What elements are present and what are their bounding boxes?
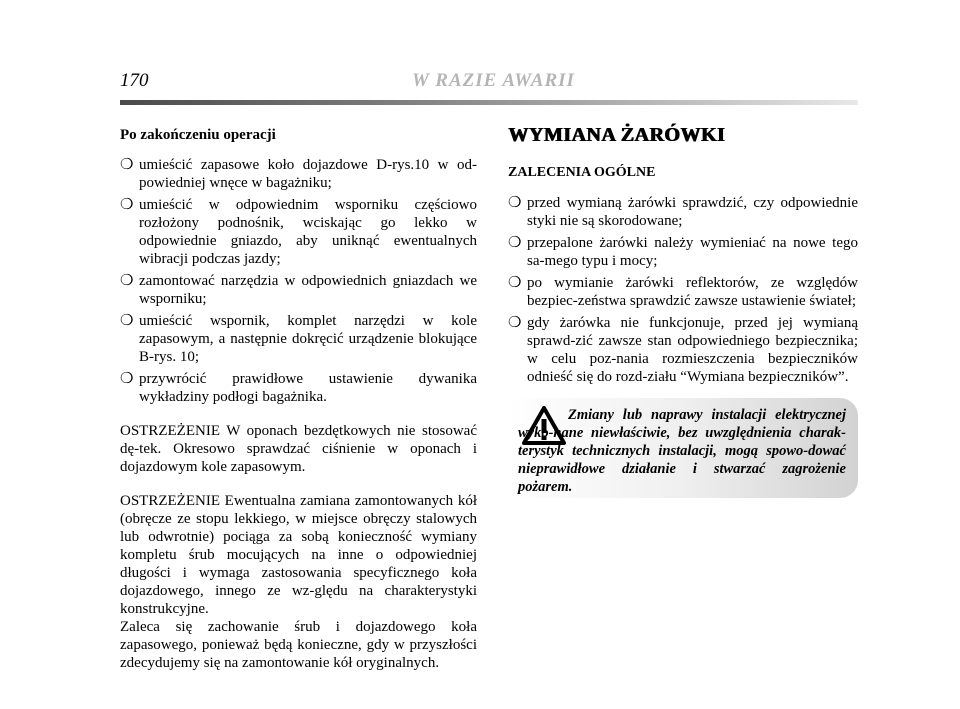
subhead-after-operation: Po zakończeniu operacji <box>120 127 276 143</box>
left-column <box>120 126 477 672</box>
bullet-icon: ❍ <box>508 275 522 291</box>
list-item-text: umieścić zapasowe koło dojazdowe D-rys.10 w od-powiedniej wnęce w bagażniku; <box>139 157 477 191</box>
section-heading: WYMIANA ŻARÓWKI <box>508 124 725 146</box>
page-number: 170 <box>120 70 149 91</box>
subhead-general-recommendations: ZALECENIA OGÓLNE <box>508 165 656 180</box>
list-item-text: po wymianie żarówki reflektorów, ze względów bezpiec-zeństwa sprawdzić zawsze ustawienie świateł; <box>527 275 858 309</box>
list-item-text: przepalone żarówki należy wymieniać na nowe tego sa-mego typu i mocy; <box>527 235 858 269</box>
list-item <box>508 274 858 310</box>
recommendation-paragraph: Zaleca się zachowanie śrub i dojazdowego koła zapasowego, ponieważ będą konieczne, gdy w przyszłości zdecydujemy się na zamontowanie kół oryginalnych. <box>120 619 477 671</box>
list-item <box>120 370 477 406</box>
warning-paragraph-tyres: OSTRZEŻENIE W oponach bezdętkowych nie stosować dę-tek. Okresowo sprawdzać ciśnienie w oponach i dojazdowym kole zapasowym. <box>120 423 477 475</box>
list-item-text: przed wymianą żarówki sprawdzić, czy odpowiednie styki nie są skorodowane; <box>527 195 858 229</box>
warning-paragraph-wheels: OSTRZEŻENIE Ewentualna zamiana zamontowanych kół (obręcze ze stopu lekkiego, w miejsce obręczy stalowych lub odwrotnie) pociąga za sobą konieczność wymiany kompletu śrub mocujących na inne o odpowiedniej długości i wymaga zastosowania specyficznego koła dojazdowego, innego ze wz-ględu na charakterystyki konstrukcyjne. <box>120 493 477 617</box>
header-rule <box>120 100 858 105</box>
list-item <box>120 196 477 268</box>
list-item-text: zamontować narzędzia w odpowiednich gniazdach we wsporniku; <box>139 273 477 307</box>
bullet-icon: ❍ <box>120 313 134 329</box>
right-column <box>508 126 858 390</box>
list-item <box>508 314 858 386</box>
list-item <box>120 272 477 308</box>
list-item <box>120 156 477 192</box>
section-title: W RAZIE AWARII <box>412 70 575 91</box>
list-item-text: umieścić wspornik, komplet narzędzi w kole zapasowym, a następnie dokręcić urządzenie blokujące B-rys. 10; <box>139 313 477 365</box>
warning-text-content: Zmiany lub naprawy instalacji elektrycznej wyko-nane niewłaściwie, bez uwzględnienia charak-terystyk technicznych instalacji, mogą spowo-dować nieprawidłowe działanie i stwarzać zagrożenie pożarem. <box>518 407 846 495</box>
list-item-text: przywrócić prawidłowe ustawienie dywanika wykładziny podłogi bagażnika. <box>139 371 477 405</box>
list-item-text: gdy żarówka nie funkcjonuje, przed jej wymianą sprawd-zić zawsze stan odpowiedniego bezpiecznika; w celu poz-nania rozmieszczenia bezpieczników odnieść się do rozd-ziału “Wymiana bezpieczników”. <box>527 315 858 385</box>
right-list <box>508 194 858 386</box>
left-list <box>120 156 477 406</box>
warning-text <box>518 406 846 496</box>
list-item <box>120 312 477 366</box>
bullet-icon: ❍ <box>508 315 522 331</box>
list-item <box>508 234 858 270</box>
list-item <box>508 194 858 230</box>
bullet-icon: ❍ <box>120 197 134 213</box>
bullet-icon: ❍ <box>120 273 134 289</box>
bullet-icon: ❍ <box>508 195 522 211</box>
warning-box <box>508 398 858 498</box>
bullet-icon: ❍ <box>508 235 522 251</box>
bullet-icon: ❍ <box>120 371 134 387</box>
bullet-icon: ❍ <box>120 157 134 173</box>
list-item-text: umieścić w odpowiednim wsporniku częściowo rozłożony podnośnik, wciskając go lekko w odpowiednie gniazdo, aby uniknąć ewentualnych wibracji podczas jazdy; <box>139 197 477 267</box>
